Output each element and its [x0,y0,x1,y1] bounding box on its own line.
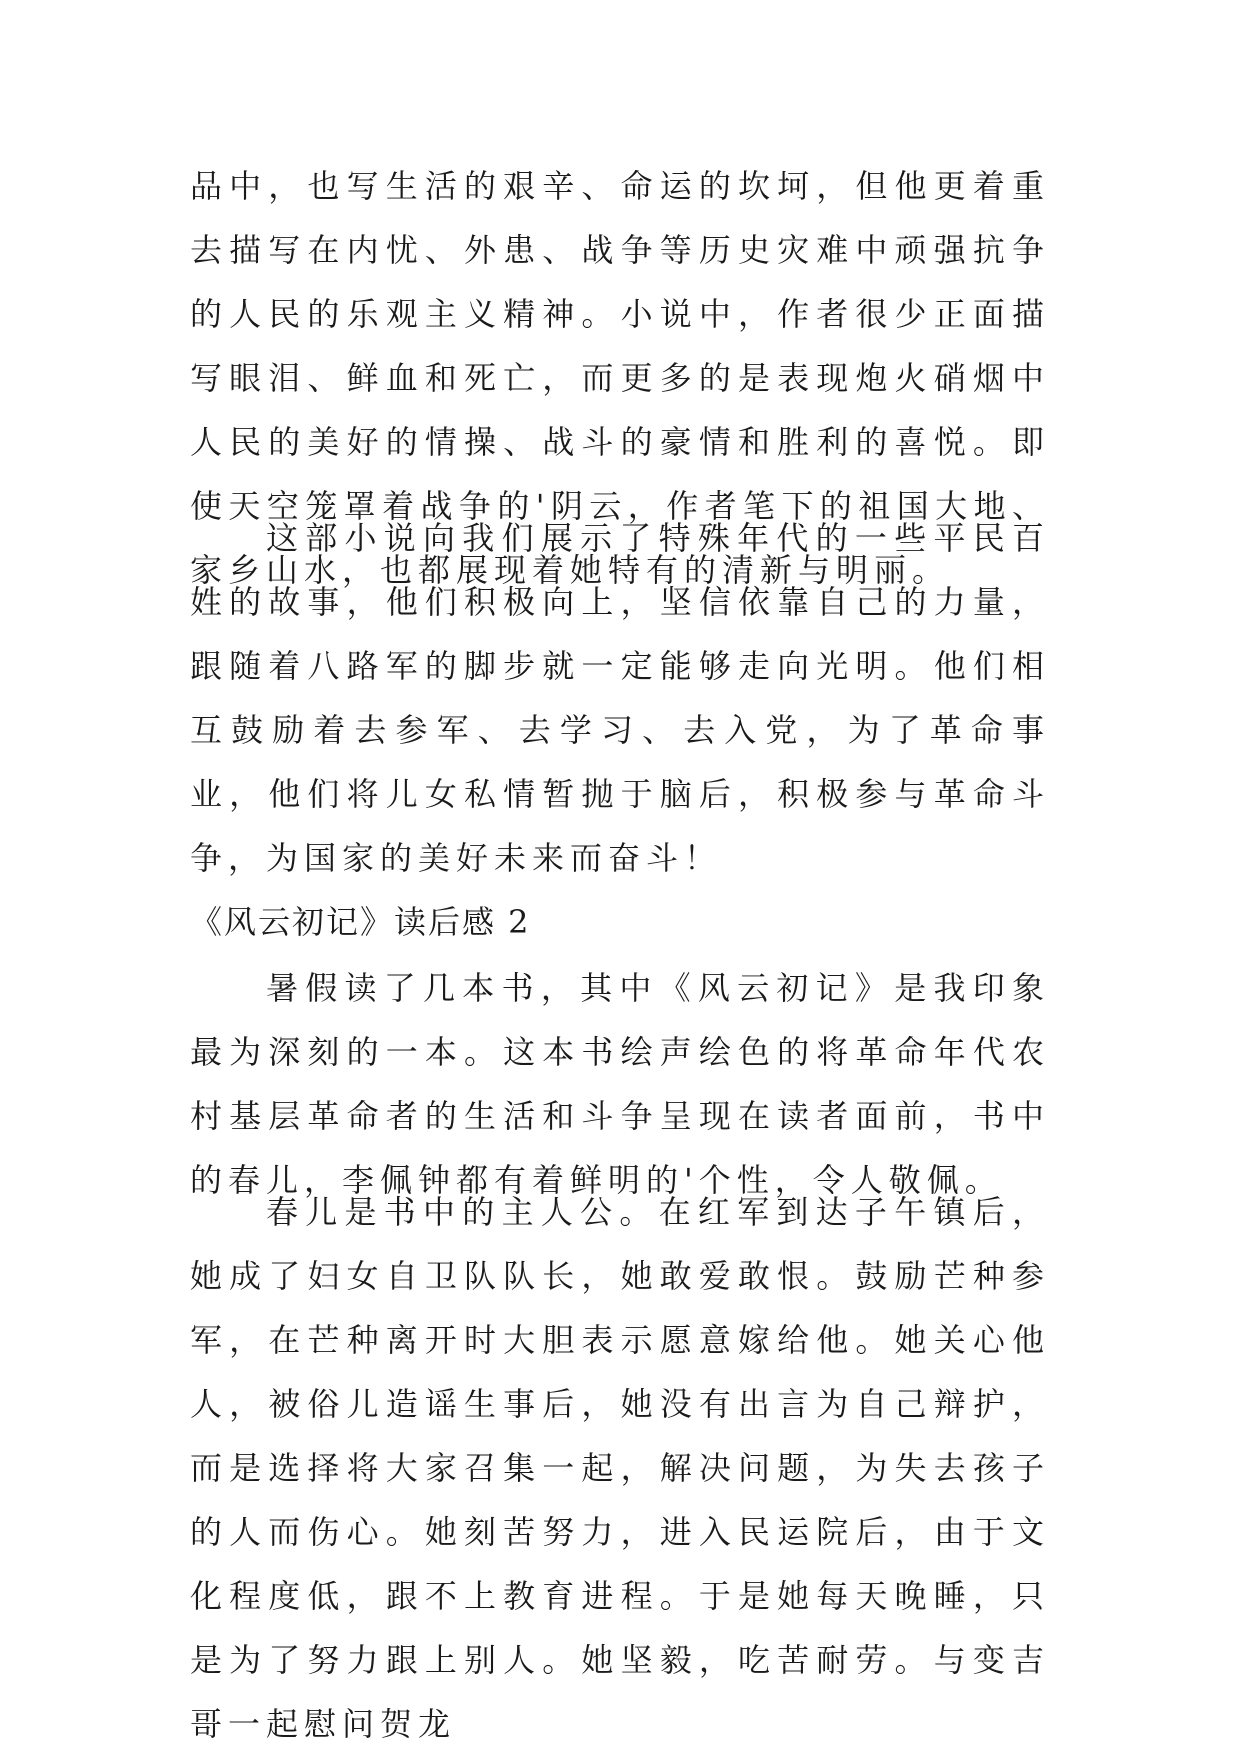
paragraph-4: 春儿是书中的主人公。在红军到达子午镇后，她成了妇女自卫队队长，她敢爱敢恨。鼓励芒种参军，在芒种离开时大胆表示愿意嫁给他。她关心他人，被俗儿造谣生事后，她没有出言为自己辩护，而是选择将大家召集一起，解决问题，为失去孩子的人而伤心。她刻苦努力，进入民运院后，由于文化程度低，跟不上教育进程。于是她每天晚睡，只是为了努力跟上别人。她坚毅，吃苦耐劳。与变吉哥一起慰问贺龙 [190,1193,1050,1743]
section-heading: 《风云初记》读后感 2 [190,903,531,941]
paragraph-2: 这部小说向我们展示了特殊年代的一些平民百姓的故事，他们积极向上，坚信依靠自己的力量，跟随着八路军的脚步就一定能够走向光明。他们相互鼓励着去参军、去学习、去入党，为了革命事业，他们将儿女私情暂抛于脑后，积极参与革命斗争，为国家的美好未来而奋斗！ [190,519,1050,877]
paragraph-continued: 品中，也写生活的艰辛、命运的坎坷，但他更着重去描写在内忧、外患、战争等历史灾难中顽强抗争的人民的乐观主义精神。小说中，作者很少正面描写眼泪、鲜血和死亡，而更多的是表现炮火硝烟中人民的美好的情操、战斗的豪情和胜利的喜悦。即使天空笼罩着战争的'阴云，作者笔下的祖国大地、家乡山水，也都展现着她特有的清新与明丽。 [190,167,1050,589]
paragraph-3: 暑假读了几本书，其中《风云初记》是我印象最为深刻的一本。这本书绘声绘色的将革命年代农村基层革命者的生活和斗争呈现在读者面前，书中的春儿，李佩钟都有着鲜明的'个性，令人敬佩。 [190,969,1050,1199]
